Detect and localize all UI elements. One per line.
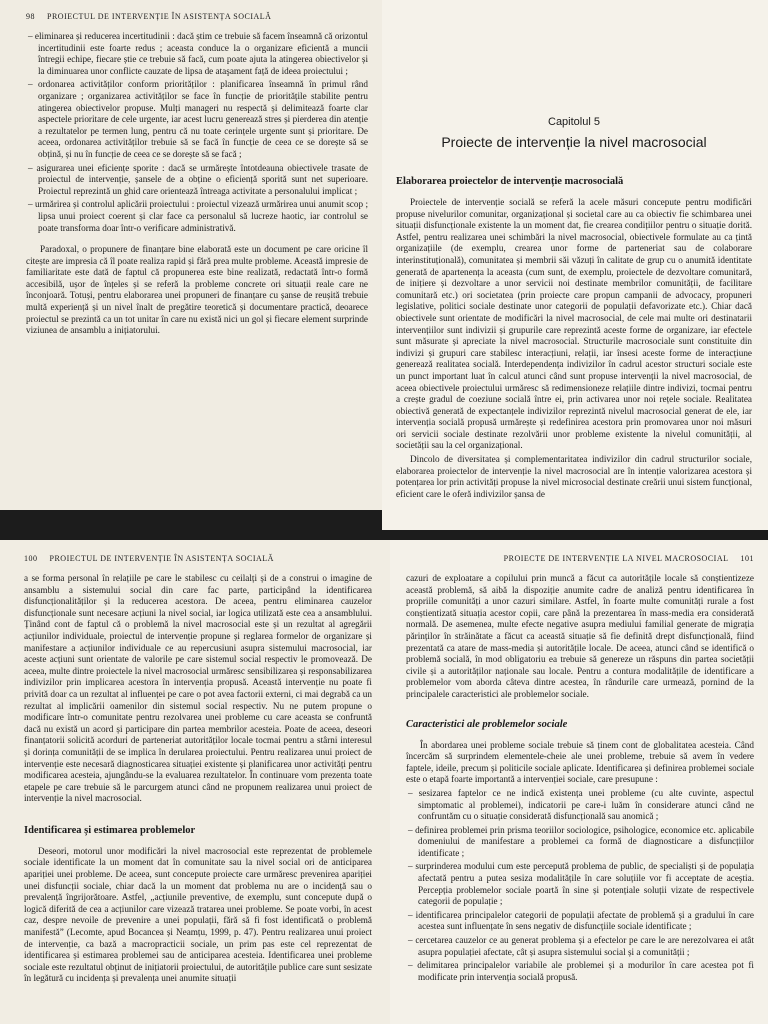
body-paragraph: Paradoxal, o propunere de finanțare bine elaborată este un document pe care oricine îl citește are impresia că îl poate realiza rapid și fără prea multe probleme. Această impresie de familiaritate este dată de faptul că propunerea este bine realizată, redactată într-o formă accesibilă, ușor de înțeles și se referă la probleme concrete ori situații reale care ne înconjoară. Totuși, pentru elaborarea unei propuneri de finanțare cu șanse de reușită trebuie multă experiență și un nivel înalt de pregătire teoretică și documentare practică, deoarece proiectul se prezintă ca un tot unitar în care nu există nici un gol și fiecare element surprinde viziunea de ansamblu a inițiatorului. [26, 244, 368, 336]
page-header [26, 12, 368, 21]
book-page-100 [0, 540, 390, 1024]
list-item: – definirea problemei prin prisma teoriilor sociologice, psihologice, economice etc. aplicabile domeniului de manifestare a problemei ca formă de diagnosticare a disfuncțiilor identificate ; [408, 824, 754, 858]
body-paragraph: Proiectele de intervenție socială se referă la acele măsuri concepute pentru modificări propuse nivelurilor comunitar, organizațional și societal care au ca obiectiv fie schimbarea unei situații disfuncționale existente la un moment dat, fie crearea condițiilor pentru o situație dorită. Astfel, pentru realizarea unei schimbări la nivel macrosocial, obiectivele formulate au ca țintă organizațiile (de exemplu, crearea unor forme de parteneriat sau de colaborare interinstituțională), comunitatea și membrii săi văzuți în calitate de grup cu o anumită identitate generată de apartenența la aceasta (cum sunt, de exemplu, proiectele de dezvoltare comunitară, de inițiere și dezvoltare a unor servicii noi destinate membrilor comunității, de facilitare comunitară etc.) ori societatea (prin proiecte care propun campanii de advocacy, propuneri legislative, politici sociale destinate unor categorii de populații defavorizate etc.). Chiar dacă obiectivele sunt orientate de modificări la nivel macrosocial, de cele mai multe ori destinatarii intervențiilor sunt indivizii și grupurile care reprezintă aceste forme de organizare, iar efectele sunt măsurate și apreciate la nivel macrosocial. Structurile macrosociale sunt constituite din indivizi și grupuri care stabilesc interacțiuni, relații, iar însesi aceste forme de interacțiune generează realitatea socială. Interdependența indivizilor în cadrul acestor structuri sociale este un punct important luat în calcul atunci când sunt propuse intervenții la nivel macrosocial, de aceea obiectivele proiectului urmăresc să redimensioneze relațiile dintre indivizi, tocmai pentru a crește gradul de coeziune socială între ei, prin activarea unor noi rețele sociale. Realitatea obiectivă generată de expectanțele indivizilor reprezintă nivelul macrosocial generat de ele, iar intervenția socială propusă urmărește și redefinirea acestora prin promovarea unor noi măsuri ori servicii sociale destinate rezolvării unor probleme existente la nivelul comunității, al societății sau la cel organizațional. [396, 197, 752, 451]
body-paragraph: Deseori, motorul unor modificări la nivel macrosocial este reprezentat de problemele sociale identificate la un moment dat în comunitate sau la nivel social ori de anticiparea apariției unei probleme. De aceea, sunt concepute proiecte care urmăresc prevenirea apariției unei disfuncții sociale, chiar dacă la un moment dat problema nu are o incidență sau o prevalență îngrijorătoare. Astfel, „acțiunile preventive, de exemplu, sunt concepute după o logică diferită de cea a acțiunilor care vizează tratarea unei probleme. Se poate vorbi, în acest caz, despre nevoile de prevenire a unei populații, fără să fi fost identificată o problemă manifestă” (Lecomte, apud Bocancea și Neamțu, 1999, p. 47). Pentru realizarea unui proiect de intervenție, ca bază a macropracticii sociale, un prim pas este cel reprezentat de identificarea și estimarea problemei sau de anticiparea acesteia. Identificarea unei probleme sociale este rezultatul obținut de inițiatorii proiectului, de autoritățile publice care sunt sesizate în legătură cu incidența și prevalența unei anumite situații [24, 845, 372, 984]
page-number: 100 [24, 554, 38, 563]
book-page-99 [382, 0, 768, 530]
list-item: – delimitarea principalelor variabile ale problemei și a modurilor în care acestea pot fi modificate prin intervenția socială propusă. [408, 960, 754, 982]
section-heading: Identificarea și estimarea problemelor [24, 824, 196, 836]
book-page-98 [0, 0, 382, 510]
running-head: PROIECTE DE INTERVENȚIE LA NIVEL MACROSOCIAL [503, 554, 729, 563]
body-paragraph: a se forma personal în relațiile pe care le stabilesc cu ceilalți și de a construi o imagine de ansamblu a sistemului social din care fac parte, participând la identificarea disfuncționalităților și la reducerea acestora. De aceea, pentru eliminarea cauzelor disfuncționale sunt necesare acțiuni la nivel social, iar logica utilizată este cea a ansamblului. Ținând cont de faptul că o problemă la nivel macrosocial este și un rezultat al agregării acțiunilor individuale, proiectul de intervenție propune și reglarea formelor de organizare și manifestare a acțiunilor individuale ce au repercusiuni asupra sistemului macrosocial, iar aceste acțiuni sunt orientate de valorile pe care sistemul social respectiv le promovează. De aceea, multe dintre proiectele la nivel macrosocial urmăresc sensibilizarea și responsabilizarea indivizilor prin implicarea acestora în intervenția propusă. Această intervenție nu poate fi privită doar ca un rezultat al influenței pe care o pot avea factorii externi, ci mai degrabă ca un rezultat al implicării oamenilor din sistemul social respectiv. Nu ne putem propune o modificare într-o comunitate pentru rezolvarea unei probleme cu care aceasta se confruntă dacă nu există un acord și participare din partea membrilor acesteia. Poate de aceea, deseori finanțatorii solicită acorduri de parteneriat autorităților locale tocmai pentru a stârni interesul și dorința comunității de se implica în derularea proiectului. Pentru realizarea unui proiect de intervenție este necesară diagnosticarea situației existente și planificarea unor activități pentru modificarea acesteia, ajungându-se la evaluarea rezultatelor. În continuare vom prezenta toate etapele pe care trebuie să le parcurgem atunci când ne propunem realizarea unui proiect de intervenție la nivel macrosocial. [24, 573, 372, 804]
body-paragraph: cazuri de exploatare a copilului prin muncă a făcut ca autoritățile locale să conștientizeze această problemă, să aibă la dispoziție anumite cadre de analiză pentru identificarea în propriile comunități a unor cazuri similare. Astfel, în foarte multe comunități rurale a fost conștientizată situația acestor copii, care până la prezentarea în mass-media era considerată normală. De asemenea, multe efecte negative asupra mediului familial generate de migrația părinților în străinătate a făcut ca această situație să fie definită drept disfuncțională, fiind prezentată ca atare de mass-media și autoritățile locale. De aceea, atunci când se identifică o problemă socială, în mod obligatoriu ea trebuie să genereze un răspuns din partea societății civile și a autorităților naționale sau locale. Pentru a contura modalitățile de identificare a problemelor vom aborda câteva dintre acestea, în rândurile care urmează, pornind de la principalele caracteristici ale problemelor sociale. [406, 573, 754, 699]
running-head: PROIECTUL DE INTERVENȚIE ÎN ASISTENȚA SOCIALĂ [49, 554, 274, 563]
section-heading: Caracteristici ale problemelor sociale [406, 718, 568, 730]
list-item: – identificarea principalelor categorii de populații afectate de problemă și a gradului în care acestea sunt influențate în sens negativ de disfuncțiile sociale identificate ; [408, 909, 754, 932]
body-paragraph: În abordarea unei probleme sociale trebuie să ținem cont de globalitatea acesteia. Când încercăm să surprindem elementele-cheie ale unei probleme, trebuie să avem în vedere faptele, ideile, precum și politicile sociale aplicate. Identificarea și definirea problemei sociale este o etapă foarte importantă a intervenției sociale, care presupune : [406, 739, 754, 785]
body-paragraph: Dincolo de diversitatea și complementaritatea indivizilor din cadrul structurilor sociale, elaborarea proiectelor de intervenție la nivel macrosocial are în intenție valorizarea acestora și potențarea lor prin activități propuse la nivel microsocial destinate creării unui sistem funcțional, eficient care le oferă indivizilor șansa de [396, 454, 752, 499]
page-number: 101 [740, 554, 754, 563]
list-item: – cercetarea cauzelor ce au generat problema și a efectelor pe care le are nerezolvarea ei atât asupra populației afectate, cât și asupra sistemului social și a comunității ; [408, 935, 754, 957]
chapter-label: Capitolul 5 [548, 116, 600, 128]
section-heading: Elaborarea proiectelor de intervenție macrosocială [396, 176, 624, 187]
book-page-101 [390, 540, 768, 1024]
list-item: – urmărirea și controlul aplicării proiectului : proiectul vizează urmărirea unui anumit scop ; lipsa unui proiect coerent și clar face ca personalul să lucreze haotic, iar controlul se poate transforma doar într-o verificare administrativă. [28, 199, 368, 233]
list-item: – eliminarea și reducerea incertitudinii : dacă știm ce trebuie să facem înseamnă că orizontul incertitudinii este foarte redus ; aceasta conduce la o organizare eficientă a muncii întregii echipe, fiecare știe ce trebuie să facă, cum poate ajuta la atingerea obiectivelor și la diminuarea unor conflicte cauzate de lipsa de ataşament față de ideea proiectului ; [28, 31, 368, 76]
chapter-title: Proiecte de intervenție la nivel macrosocial [441, 134, 707, 150]
list-item: – ordonarea activităților conform priorităților : planificarea înseamnă în primul rând organizare ; organizarea activităților se face în funcție de prioritățile stabilite pentru atingerea obiectivelor propuse. Mulți manageri nu respectă și delimitează foarte clar aspectele prioritare de cele urgente, iar acest lucru generează stres și pierderea din atenție a rezultatelor pe termen lung, pentru că nu toate cerințele urgente sunt și prioritare. De aceea, ordonarea activităților trebuie să se facă în funcție de ceea ce se dorește să se obțină, și nu în funcție de ceea ce se dorește să se facă ; [28, 79, 368, 159]
page-header [406, 554, 754, 563]
page-header [24, 554, 372, 563]
list-item: – surprinderea modului cum este percepută problema de public, de specialiști și de populația afectată pentru a putea sesiza modalitățile în care soluțiile vor fi acceptate de aceștia. Percepția problemelor sociale poartă în sine și potențiale soluții vizate de respectivele categorii de populație ; [408, 861, 754, 907]
list-item: – sesizarea faptelor ce ne indică existența unei probleme (cu alte cuvinte, aspectul simptomatic al problemei), indicatorii pe care-i luăm în considerare atunci când ne confruntăm cu o situație considerată disfuncțională sau anomică ; [408, 787, 754, 822]
list-item: – asigurarea unei eficiențe sporite : dacă se urmărește întotdeauna obiectivele trasate de proiectul de intervenție, șansele de a obține o eficiență sporită sunt net superioare. Proiectul reprezintă un ghid care orientează întreaga activitate a personalului implicat ; [28, 162, 368, 196]
running-head: PROIECTUL DE INTERVENȚIE ÎN ASISTENȚA SOCIALĂ [47, 12, 272, 21]
page-number: 98 [26, 12, 35, 21]
